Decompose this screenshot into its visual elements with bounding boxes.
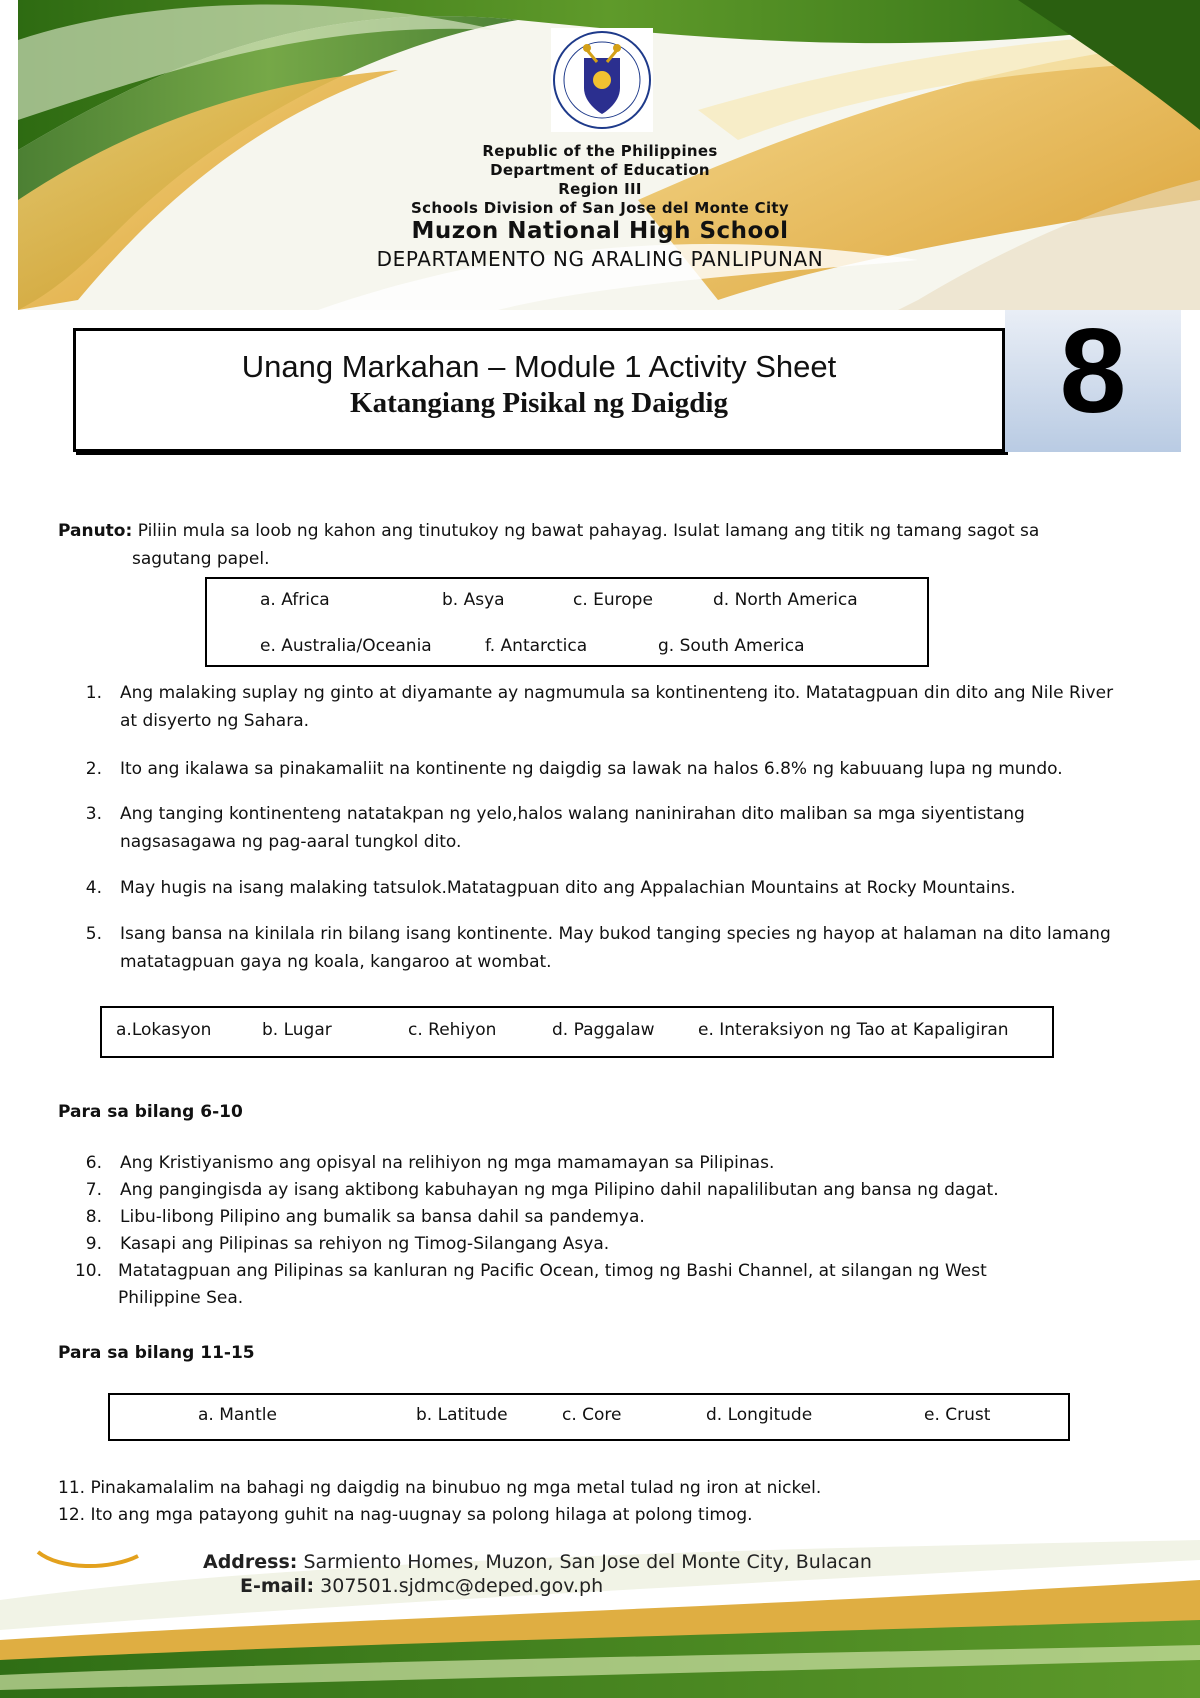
- choice-item: a. Africa: [260, 590, 330, 610]
- footer-email: [240, 1575, 603, 1597]
- choice-item: b. Asya: [442, 590, 505, 610]
- choice-item: a.Lokasyon: [116, 1020, 212, 1040]
- question-number: 5.: [85, 924, 102, 944]
- choice-item: a. Mantle: [198, 1405, 277, 1425]
- choices-box-earth-structure: [108, 1393, 1070, 1441]
- school-name: Muzon National High School: [411, 218, 789, 244]
- question-number: 4.: [85, 878, 102, 898]
- address-label: Address:: [203, 1551, 298, 1573]
- question-number: 12.: [58, 1505, 86, 1525]
- choice-item: c. Core: [562, 1405, 622, 1425]
- question-item: [58, 1501, 1158, 1529]
- department-line: Department of Education: [490, 161, 710, 179]
- choice-item: c. Rehiyon: [408, 1020, 497, 1040]
- question-number: 3.: [85, 804, 102, 824]
- address-value: Sarmiento Homes, Muzon, San Jose del Monte City, Bulacan: [303, 1551, 872, 1573]
- question-text: Ito ang mga patayong guhit na nag-uugnay sa polong hilaga at polong timog.: [90, 1505, 753, 1525]
- choice-item: e. Crust: [924, 1405, 991, 1425]
- division-line: Schools Division of San Jose del Monte City: [411, 199, 789, 217]
- grade-number: 8: [1059, 304, 1127, 438]
- choices-box-continents: [205, 577, 929, 667]
- question-number: 9.: [85, 1234, 102, 1254]
- section-heading-6-10: Para sa bilang 6-10: [58, 1102, 243, 1122]
- question-number: 10.: [74, 1261, 102, 1281]
- instructions: [58, 517, 1158, 545]
- section-heading-11-15: Para sa bilang 11-15: [58, 1343, 255, 1363]
- title-box: [73, 328, 1005, 452]
- question-text: Ito ang ikalawa sa pinakamaliit na kontinente ng daigdig sa lawak na halos 6.8% ng kabuuang lupa ng mundo.: [120, 759, 1063, 779]
- deped-seal-icon: [551, 28, 653, 132]
- question-text: Ang Kristiyanismo ang opisyal na relihiyon ng mga mamamayan sa Pilipinas.: [120, 1153, 775, 1173]
- question-number: 2.: [85, 759, 102, 779]
- choice-item: d. Longitude: [706, 1405, 813, 1425]
- choice-item: c. Europe: [573, 590, 653, 610]
- module-title: Unang Markahan – Module 1 Activity Sheet: [241, 349, 837, 384]
- question-text: Isang bansa na kinilala rin bilang isang kontinente. May bukod tanging species ng hayop at halaman na dito lamang matatagpuan gaya ng koala, kangaroo at wombat.: [120, 924, 1111, 972]
- question-text: Ang pangingisda ay isang aktibong kabuhayan ng mga Pilipino dahil napalilibutan ang bansa ng dagat.: [120, 1180, 999, 1200]
- question-number: 7.: [85, 1180, 102, 1200]
- question-number: 8.: [85, 1207, 102, 1227]
- question-text: May hugis na isang malaking tatsulok.Matatagpuan dito ang Appalachian Mountains at Rocky Mountains.: [120, 878, 1016, 898]
- question-text: Matatagpuan ang Pilipinas sa kanluran ng Pacific Ocean, timog ng Bashi Channel, at silangan ng West Philippine Sea.: [118, 1261, 987, 1308]
- email-value: 307501.sjdmc@deped.gov.ph: [320, 1575, 604, 1597]
- footer-address: [203, 1551, 872, 1573]
- choice-item: g. South America: [658, 636, 805, 656]
- question-number: 1.: [85, 683, 102, 703]
- choice-item: e. Interaksiyon ng Tao at Kapaligiran: [698, 1020, 1009, 1040]
- choice-item: e. Australia/Oceania: [260, 636, 432, 656]
- question-text: Kasapi ang Pilipinas sa rehiyon ng Timog-Silangang Asya.: [120, 1234, 610, 1254]
- choice-item: d. North America: [713, 590, 858, 610]
- question-text: Ang tanging kontinenteng natatakpan ng yelo,halos walang naninirahan dito maliban sa mga siyentistang nagsasagawa ng pag-aaral tungkol dito.: [120, 804, 1025, 852]
- question-text: Ang malaking suplay ng ginto at diyamante ay nagmumula sa kontinenteng ito. Matatagpuan din dito ang Nile River at disyerto ng Sahara.: [120, 683, 1114, 731]
- grade-badge: [1005, 304, 1181, 452]
- instructions-continuation: sagutang papel.: [132, 549, 270, 569]
- choice-item: b. Latitude: [416, 1405, 508, 1425]
- question-text: Pinakamalalim na bahagi ng daigdig na binubuo ng mga metal tulad ng iron at nickel.: [90, 1478, 822, 1498]
- instructions-text: Piliin mula sa loob ng kahon ang tinutukoy ng bawat pahayag. Isulat lamang ang titik ng tamang sagot sa: [137, 521, 1040, 541]
- email-label: E-mail:: [240, 1575, 315, 1597]
- choice-item: f. Antarctica: [485, 636, 588, 656]
- instructions-label: Panuto:: [58, 521, 133, 541]
- department-name: DEPARTAMENTO NG ARALING PANLIPUNAN: [376, 247, 824, 271]
- module-subtitle: Katangiang Pisikal ng Daigdig: [350, 387, 728, 419]
- choice-item: d. Paggalaw: [552, 1020, 655, 1040]
- question-number: 11.: [58, 1478, 86, 1498]
- choice-item: b. Lugar: [262, 1020, 332, 1040]
- question-number: 6.: [85, 1153, 102, 1173]
- question-text: Libu-libong Pilipino ang bumalik sa bansa dahil sa pandemya.: [120, 1207, 645, 1227]
- region-line: Region III: [558, 180, 642, 198]
- republic-line: Republic of the Philippines: [482, 142, 718, 160]
- question-item: [58, 1474, 1158, 1502]
- choices-box-themes: [100, 1006, 1054, 1058]
